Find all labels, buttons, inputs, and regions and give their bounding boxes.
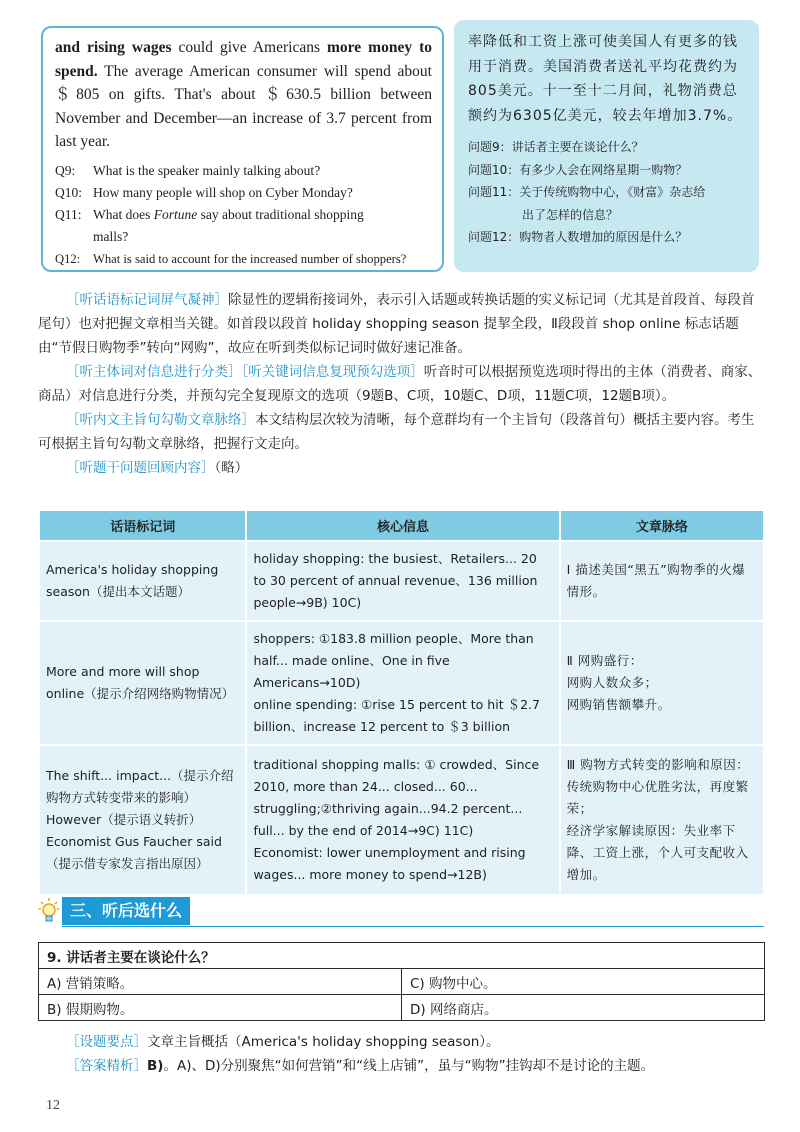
question-text: What is the speaker mainly talking about? [93, 162, 321, 178]
table-row [39, 745, 764, 895]
cell-line: Economist: lower unemployment and rising wages... more money to spend→12B) [253, 845, 526, 882]
note-tag: ［设题要点］ [66, 1034, 147, 1050]
note-text: 文章主旨概括（America's holiday shopping season）。 [147, 1034, 500, 1050]
note-tag: ［答案精析］ [66, 1058, 147, 1074]
chinese-question: 问题11：关于传统购物中心，《财富》杂志给 [468, 185, 706, 199]
page-number: 12 [46, 1098, 60, 1113]
table-row [39, 621, 764, 745]
english-passage [55, 36, 432, 154]
table-cell-core [246, 541, 559, 621]
question-q12 [55, 248, 432, 270]
note-key-point [38, 1030, 764, 1054]
analysis-text: 除显性的逻辑衔接词外，表示引入话题或转换话题的实义标记词（尤其是首段首、每段首尾句）也对把握文章相当关键。如首段以段首 holiday shopping season 提挈全段，Ⅱ段段首 shop online 标志话题由“节假日购物季”转向“网购”，故应在听到类似标记词时做好速记准备。 [38, 292, 755, 356]
analysis-tag: ［听话语标记词屏气凝神］ [66, 292, 228, 308]
cell-line: traditional shopping malls: ① crowded、Since 2010, more than 24... closed... 60... struggling;②thriving again...94.2 percent... full... by the end of 2014→9C) 11C) [253, 757, 540, 838]
chinese-passage: 率降低和工资上涨可使美国人有更多的钱用于消费。美国消费者送礼平均花费约为805美元。十一至十二月间，礼物消费总额约为6305亿美元，较去年增加3.7%。 [468, 34, 743, 124]
table-cell-core [246, 621, 559, 745]
question-text: malls? [93, 228, 129, 244]
cell-line: 网购销售额攀升。 [566, 697, 671, 712]
table-row [39, 541, 764, 621]
question-q11 [55, 204, 432, 226]
analysis-tag: ［听内文主旨句勾勒文章脉络］ [66, 412, 255, 428]
chinese-question-cont: 出了怎样的信息？ [522, 207, 619, 222]
analysis-para-4 [38, 456, 764, 480]
option-a: A) 营销策略。 [39, 969, 402, 995]
cell-line: 经济学家解读原因：失业率下降、工资上涨，个人可支配收入增加。 [566, 823, 749, 882]
question-q10 [55, 182, 432, 204]
table-cell-marker [39, 621, 246, 745]
section-title: 三、听后选什么 [62, 897, 190, 925]
table-cell-structure [560, 541, 764, 621]
analysis-text: 听音时可以根据预览选项时得出的主体（消费者、商家、商品）对信息进行分类，并预勾完全复现原文的选项（9题B、C项，10题C、D项，11题C项，12题B项）。 [38, 364, 762, 404]
question-table [38, 942, 765, 1021]
cell-line: shoppers: ①183.8 million people、More than half... made online、One in five Americans→10D) [253, 631, 534, 690]
bold-phrase: more money to spend. [55, 39, 432, 80]
lightbulb-icon [38, 897, 60, 925]
cell-line: Ⅱ 网购盛行： [566, 653, 643, 668]
answer-letter: B) [147, 1058, 164, 1074]
analysis-para-1 [38, 288, 764, 360]
chinese-question: 问题9：讲话者主要在谈论什么？ [468, 140, 644, 154]
cell-line: holiday shopping: the busiest、Retailers... 20 to 30 percent of annual revenue、136 million people→9B) 10C) [253, 551, 538, 610]
cell-line: America's holiday shopping season（提出本文话题） [46, 562, 219, 599]
chinese-translation-box [454, 20, 759, 272]
option-d: D) 网络商店。 [402, 995, 765, 1021]
cell-line: Ⅰ 描述美国“黑五”购物季的火爆情形。 [566, 562, 746, 599]
table-cell-marker [39, 541, 246, 621]
question-text: say about traditional shopping [197, 206, 364, 222]
passage-text: The average American consumer will spend about ＄805 on gifts. That's about ＄630.5 billion between November and December—an increase of 3.7 percent from last year. [55, 62, 432, 150]
question-q9 [55, 160, 432, 182]
english-passage-box [41, 26, 444, 272]
analysis-tag: ［听主体词对信息进行分类］［听关键词信息复现预勾选项］ [66, 364, 424, 380]
question-stem: 9. 讲话者主要在谈论什么？ [39, 943, 765, 969]
cell-line: 网购人数众多； [566, 675, 658, 690]
cell-line: online spending: ①rise 15 percent to hit ＄2.7 billion、increase 12 percent to ＄3 billion [253, 697, 540, 734]
section-underline [62, 926, 764, 927]
passage-text: could give Americans [171, 39, 327, 56]
chinese-question: 问题12：购物者人数增加的原因是什么？ [468, 230, 688, 244]
table-cell-core [246, 745, 559, 895]
note-answer [38, 1054, 764, 1078]
table-header: 话语标记词 [39, 510, 246, 541]
table-cell-marker [39, 745, 246, 895]
table-header: 文章脉络 [560, 510, 764, 541]
cell-line: Ⅲ 购物方式转变的影响和原因：传统购物中心优胜劣汰，再度繁荣； [566, 757, 750, 816]
structure-table [38, 509, 765, 896]
table-header: 核心信息 [246, 510, 559, 541]
question-q11-cont [55, 226, 432, 248]
analysis-tag: ［听题干问题回顾内容］ [66, 460, 215, 476]
question-number: Q9: [55, 162, 76, 178]
question-number: Q10: [55, 184, 82, 200]
table-cell-structure [560, 621, 764, 745]
option-b: B) 假期购物。 [39, 995, 402, 1021]
cell-line: However（提示语义转折） [46, 812, 202, 827]
analysis-para-3 [38, 408, 764, 456]
question-text: How many people will shop on Cyber Monday? [93, 184, 353, 200]
cell-line: Economist Gus Faucher said（提示借专家发言指出原因） [46, 834, 222, 871]
analysis-text: （略） [214, 460, 249, 476]
bold-phrase: and rising wages [55, 39, 172, 56]
answer-notes [38, 1030, 764, 1078]
table-header-row [39, 510, 764, 541]
analysis-text: 本文结构层次较为清晰，每个意群均有一个主旨句（段落首句）概括主要内容。考生可根据主旨句勾勒文章脉络，把握行文走向。 [38, 412, 755, 452]
analysis-section [38, 288, 764, 480]
option-c: C) 购物中心。 [402, 969, 765, 995]
table-cell-structure [560, 745, 764, 895]
question-number: Q11: [55, 206, 82, 222]
section-heading [38, 897, 764, 925]
note-text: 。A)、D)分别聚焦“如何营销”和“线上店铺”，虽与“购物”挂钩却不是讨论的主题。 [163, 1058, 655, 1074]
cell-line: The shift... impact...（提示介绍购物方式转变带来的影响） [46, 768, 234, 805]
italic-title: Fortune [153, 206, 198, 222]
cell-line: More and more will shop online（提示介绍网络购物情况） [46, 664, 235, 701]
question-text: What does [93, 206, 154, 222]
question-text: What is said to account for the increased number of shoppers? [93, 251, 407, 266]
analysis-para-2 [38, 360, 764, 408]
question-number: Q12: [55, 251, 81, 266]
chinese-question: 问题10：有多少人会在网络星期一购物？ [468, 162, 688, 177]
